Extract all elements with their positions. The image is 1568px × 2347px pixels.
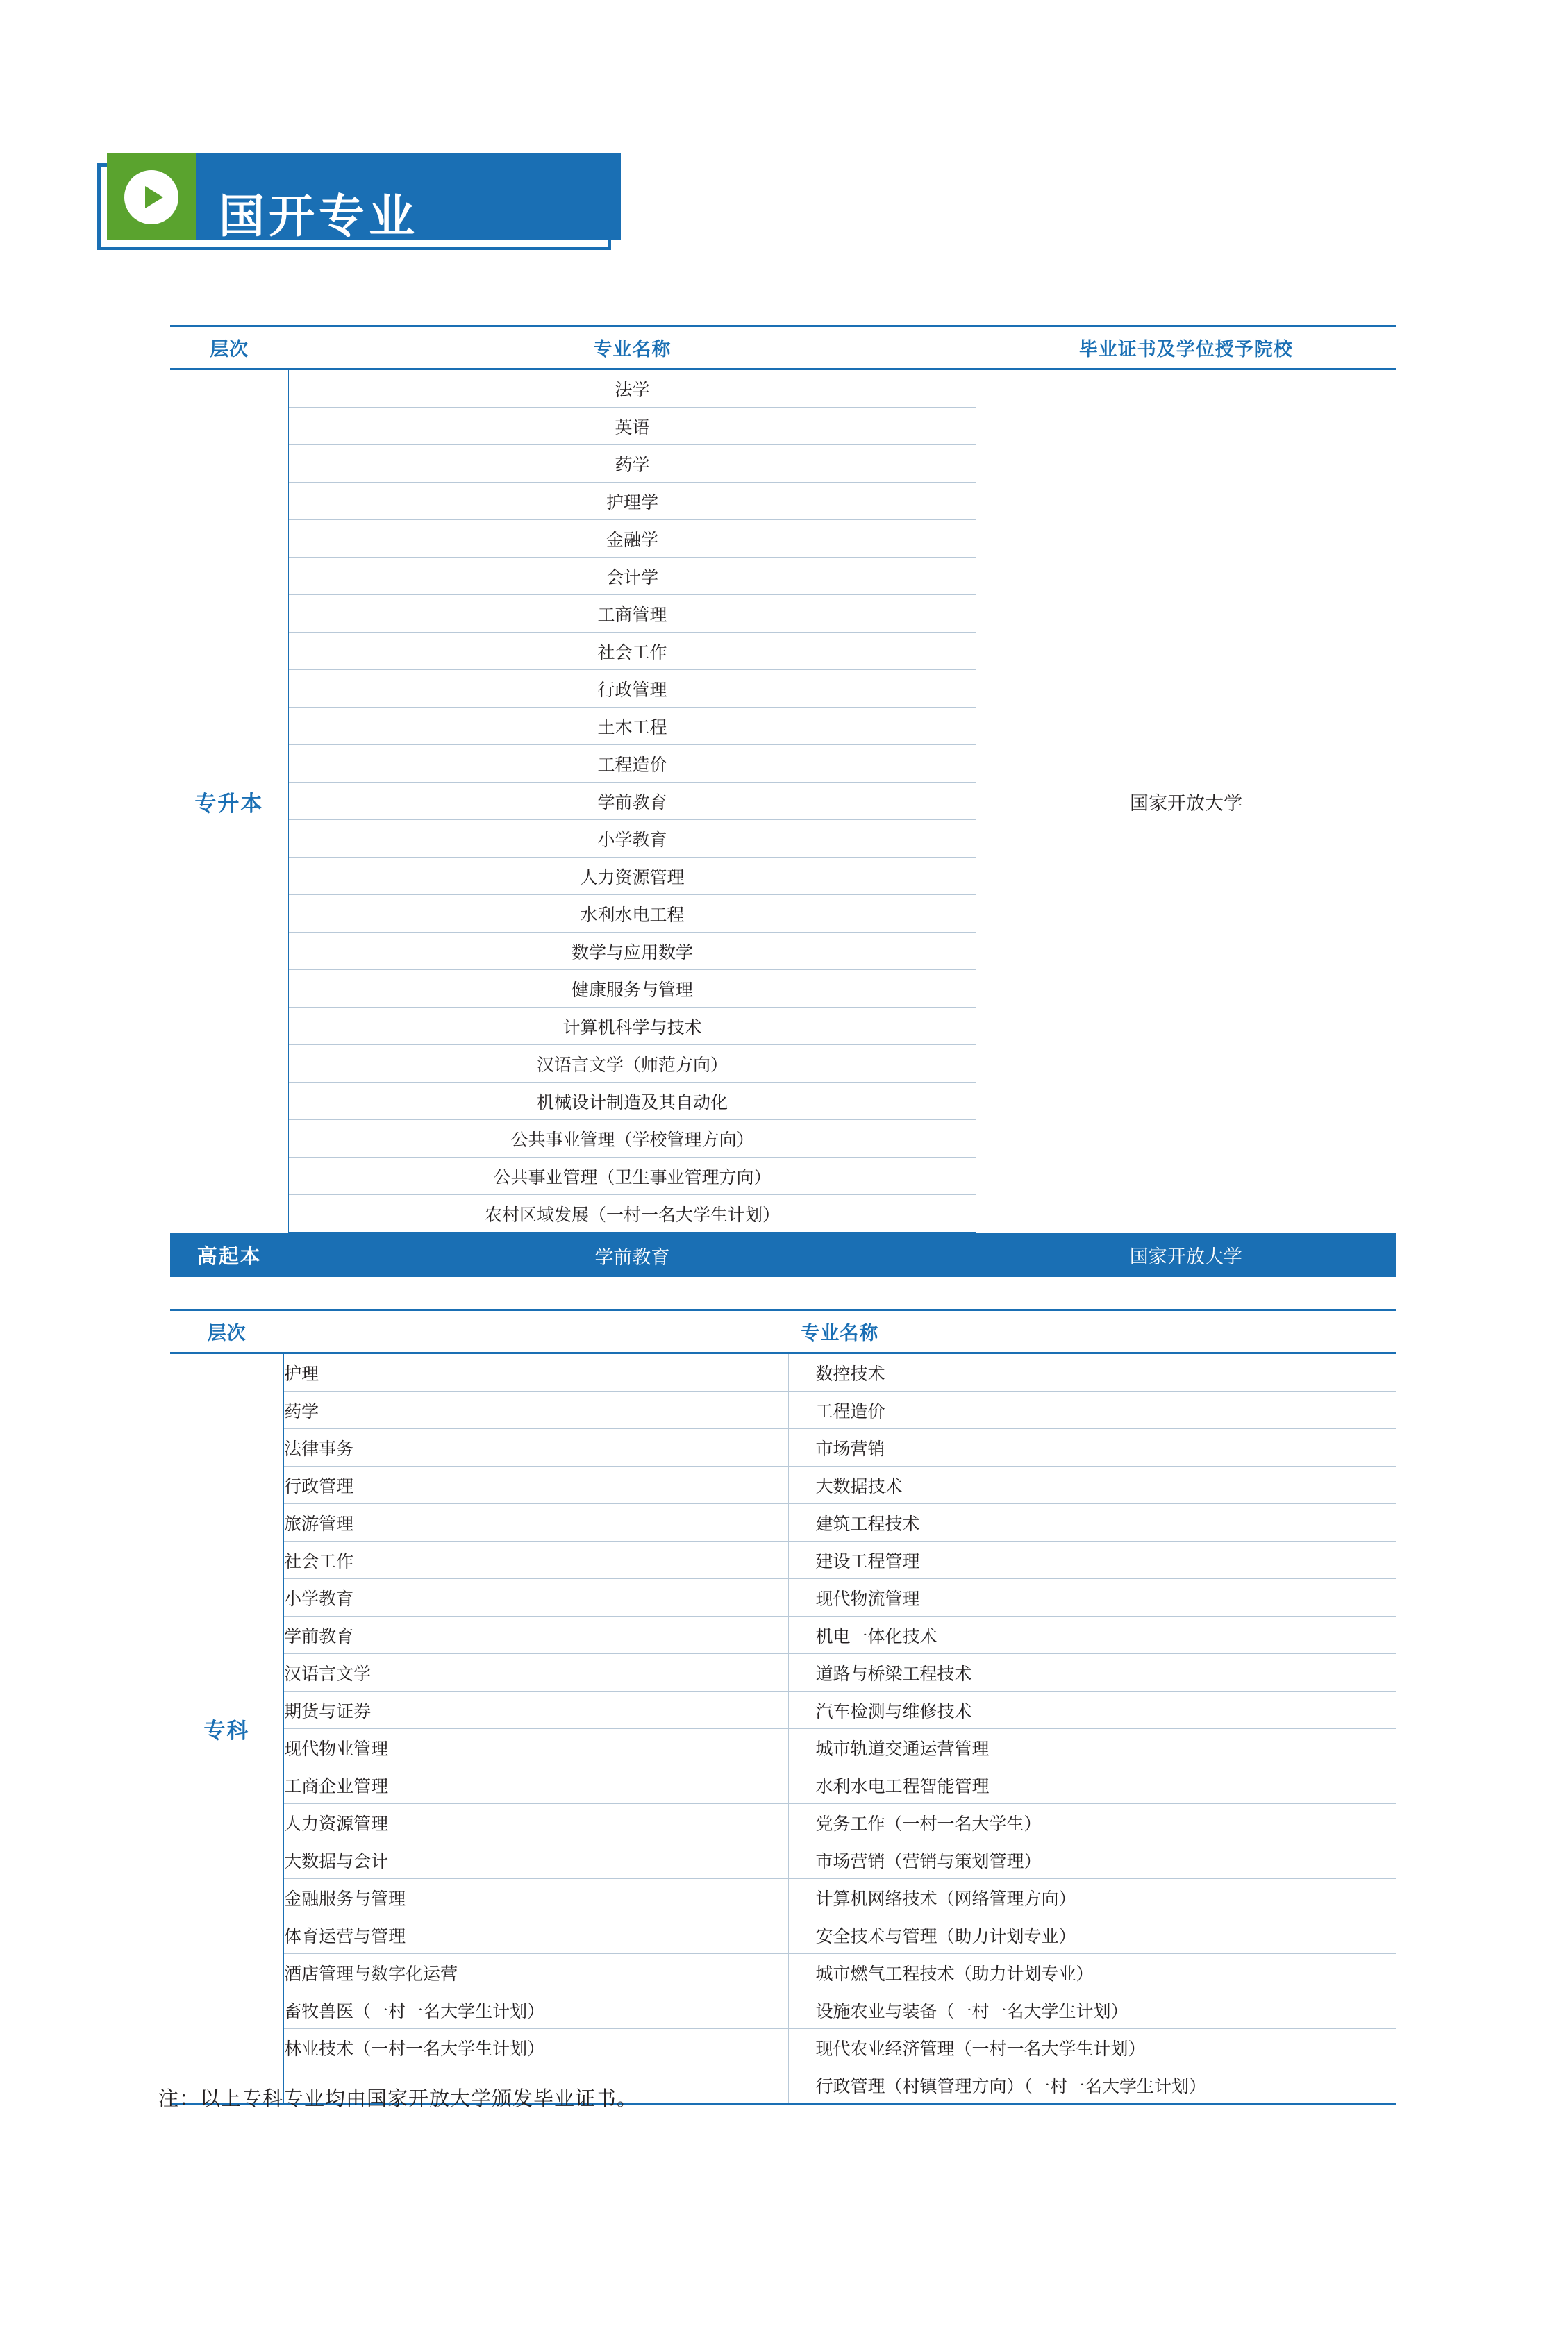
major-cell: 行政管理: [288, 670, 976, 708]
major-cell: 学前教育: [288, 783, 976, 820]
table-row: [170, 1729, 1396, 1766]
table-header-row: [170, 1310, 1396, 1353]
column-header-level: 层次: [170, 1310, 284, 1353]
major-cell: 机械设计制造及其自动化: [288, 1083, 976, 1120]
major-cell: 法律事务: [284, 1429, 789, 1467]
major-cell: 工程造价: [789, 1392, 1396, 1429]
table-row: [170, 1429, 1396, 1467]
page-title-banner: [97, 163, 611, 250]
major-cell: 期货与证券: [284, 1692, 789, 1729]
major-cell: 安全技术与管理（助力计划专业）: [789, 1916, 1396, 1954]
column-header-major: 专业名称: [288, 326, 976, 369]
major-cell: 畜牧兽医（一村一名大学生计划）: [284, 1991, 789, 2029]
major-cell: 大数据技术: [789, 1467, 1396, 1504]
major-cell: 公共事业管理（学校管理方向）: [288, 1120, 976, 1158]
major-cell: 体育运营与管理: [284, 1916, 789, 1954]
major-cell: 工商管理: [288, 595, 976, 633]
major-cell: 农村区域发展（一村一名大学生计划）: [288, 1195, 976, 1233]
table-row: [170, 1353, 1396, 1392]
major-cell: 工程造价: [288, 745, 976, 783]
play-icon: [107, 153, 196, 240]
major-cell: 党务工作（一村一名大学生）: [789, 1804, 1396, 1841]
level-cell-zhuanshengben: 专升本: [170, 369, 288, 1233]
major-cell: 人力资源管理: [288, 858, 976, 895]
highlight-row-gaoqiben: [170, 1233, 1396, 1278]
major-cell: 现代物流管理: [789, 1579, 1396, 1617]
major-cell: 水利水电工程智能管理: [789, 1766, 1396, 1804]
major-cell: 小学教育: [288, 820, 976, 858]
major-cell: 市场营销: [789, 1429, 1396, 1467]
major-cell: 建设工程管理: [789, 1542, 1396, 1579]
major-cell: 汉语言文学: [284, 1654, 789, 1692]
major-cell: 行政管理（村镇管理方向）（一村一名大学生计划）: [789, 2066, 1396, 2105]
table-row: [170, 1392, 1396, 1429]
major-cell: 市场营销（营销与策划管理）: [789, 1841, 1396, 1879]
major-cell: 数学与应用数学: [288, 933, 976, 970]
column-header-major: 专业名称: [284, 1310, 1396, 1353]
major-cell: 公共事业管理（卫生事业管理方向）: [288, 1158, 976, 1195]
major-cell: 法学: [288, 369, 976, 408]
major-cell: 人力资源管理: [284, 1804, 789, 1841]
major-cell: 计算机科学与技术: [288, 1008, 976, 1045]
major-cell: 学前教育: [288, 1233, 976, 1278]
major-cell: 计算机网络技术（网络管理方向）: [789, 1879, 1396, 1916]
table-row: [170, 1504, 1396, 1542]
major-cell: 社会工作: [288, 633, 976, 670]
major-cell: 酒店管理与数字化运营: [284, 1954, 789, 1991]
level-cell-zhuanke: 专科: [170, 1353, 284, 2105]
major-cell: 道路与桥梁工程技术: [789, 1654, 1396, 1692]
major-cell: 设施农业与装备（一村一名大学生计划）: [789, 1991, 1396, 2029]
major-cell: 工商企业管理: [284, 1766, 789, 1804]
major-cell: 大数据与会计: [284, 1841, 789, 1879]
page-title: 国开专业: [219, 190, 419, 243]
table-row: [170, 1991, 1396, 2029]
footnote: 注：以上专科专业均由国家开放大学颁发毕业证书。: [158, 2088, 638, 2110]
major-cell: 小学教育: [284, 1579, 789, 1617]
major-cell: 现代物业管理: [284, 1729, 789, 1766]
table-row: [170, 1766, 1396, 1804]
play-icon-circle: [124, 170, 178, 224]
table-row: [170, 1579, 1396, 1617]
play-icon-triangle: [145, 186, 163, 208]
major-cell: 旅游管理: [284, 1504, 789, 1542]
table-row: [170, 1879, 1396, 1916]
major-cell: 建筑工程技术: [789, 1504, 1396, 1542]
major-cell: 会计学: [288, 558, 976, 595]
major-cell: 英语: [288, 408, 976, 445]
major-cell: 学前教育: [284, 1617, 789, 1654]
table-row: [170, 1692, 1396, 1729]
table-row: [170, 1542, 1396, 1579]
undergraduate-programs-table: [170, 325, 1396, 1277]
major-cell: 金融服务与管理: [284, 1879, 789, 1916]
table-row: [170, 369, 1396, 408]
certificate-cell: 国家开放大学: [976, 369, 1396, 1233]
table-row: [170, 1654, 1396, 1692]
major-cell: 机电一体化技术: [789, 1617, 1396, 1654]
major-cell: 城市轨道交通运营管理: [789, 1729, 1396, 1766]
column-header-certificate: 毕业证书及学位授予院校: [976, 326, 1396, 369]
major-cell: 汉语言文学（师范方向）: [288, 1045, 976, 1083]
table-row: [170, 1467, 1396, 1504]
table-row: [170, 1841, 1396, 1879]
level-cell-gaoqiben: 高起本: [170, 1233, 288, 1278]
major-cell: 数控技术: [789, 1353, 1396, 1392]
major-cell: 现代农业经济管理（一村一名大学生计划）: [789, 2029, 1396, 2066]
table-row: [170, 1916, 1396, 1954]
table-row: [170, 1954, 1396, 1991]
table-row: [170, 2029, 1396, 2066]
major-cell: 汽车检测与维修技术: [789, 1692, 1396, 1729]
major-cell: 护理: [284, 1353, 789, 1392]
certificate-cell: 国家开放大学: [976, 1233, 1396, 1278]
major-cell: 金融学: [288, 520, 976, 558]
major-cell: 药学: [284, 1392, 789, 1429]
major-cell: 林业技术（一村一名大学生计划）: [284, 2029, 789, 2066]
table-row: [170, 1804, 1396, 1841]
major-cell: 药学: [288, 445, 976, 483]
table-header-row: [170, 326, 1396, 369]
major-cell: 健康服务与管理: [288, 970, 976, 1008]
column-header-level: 层次: [170, 326, 288, 369]
major-cell: 行政管理: [284, 1467, 789, 1504]
major-cell: 城市燃气工程技术（助力计划专业）: [789, 1954, 1396, 1991]
table-row: [170, 1617, 1396, 1654]
major-cell: 社会工作: [284, 1542, 789, 1579]
major-cell: 水利水电工程: [288, 895, 976, 933]
college-programs-table: [170, 1309, 1396, 2105]
major-cell: 护理学: [288, 483, 976, 520]
major-cell: 土木工程: [288, 708, 976, 745]
